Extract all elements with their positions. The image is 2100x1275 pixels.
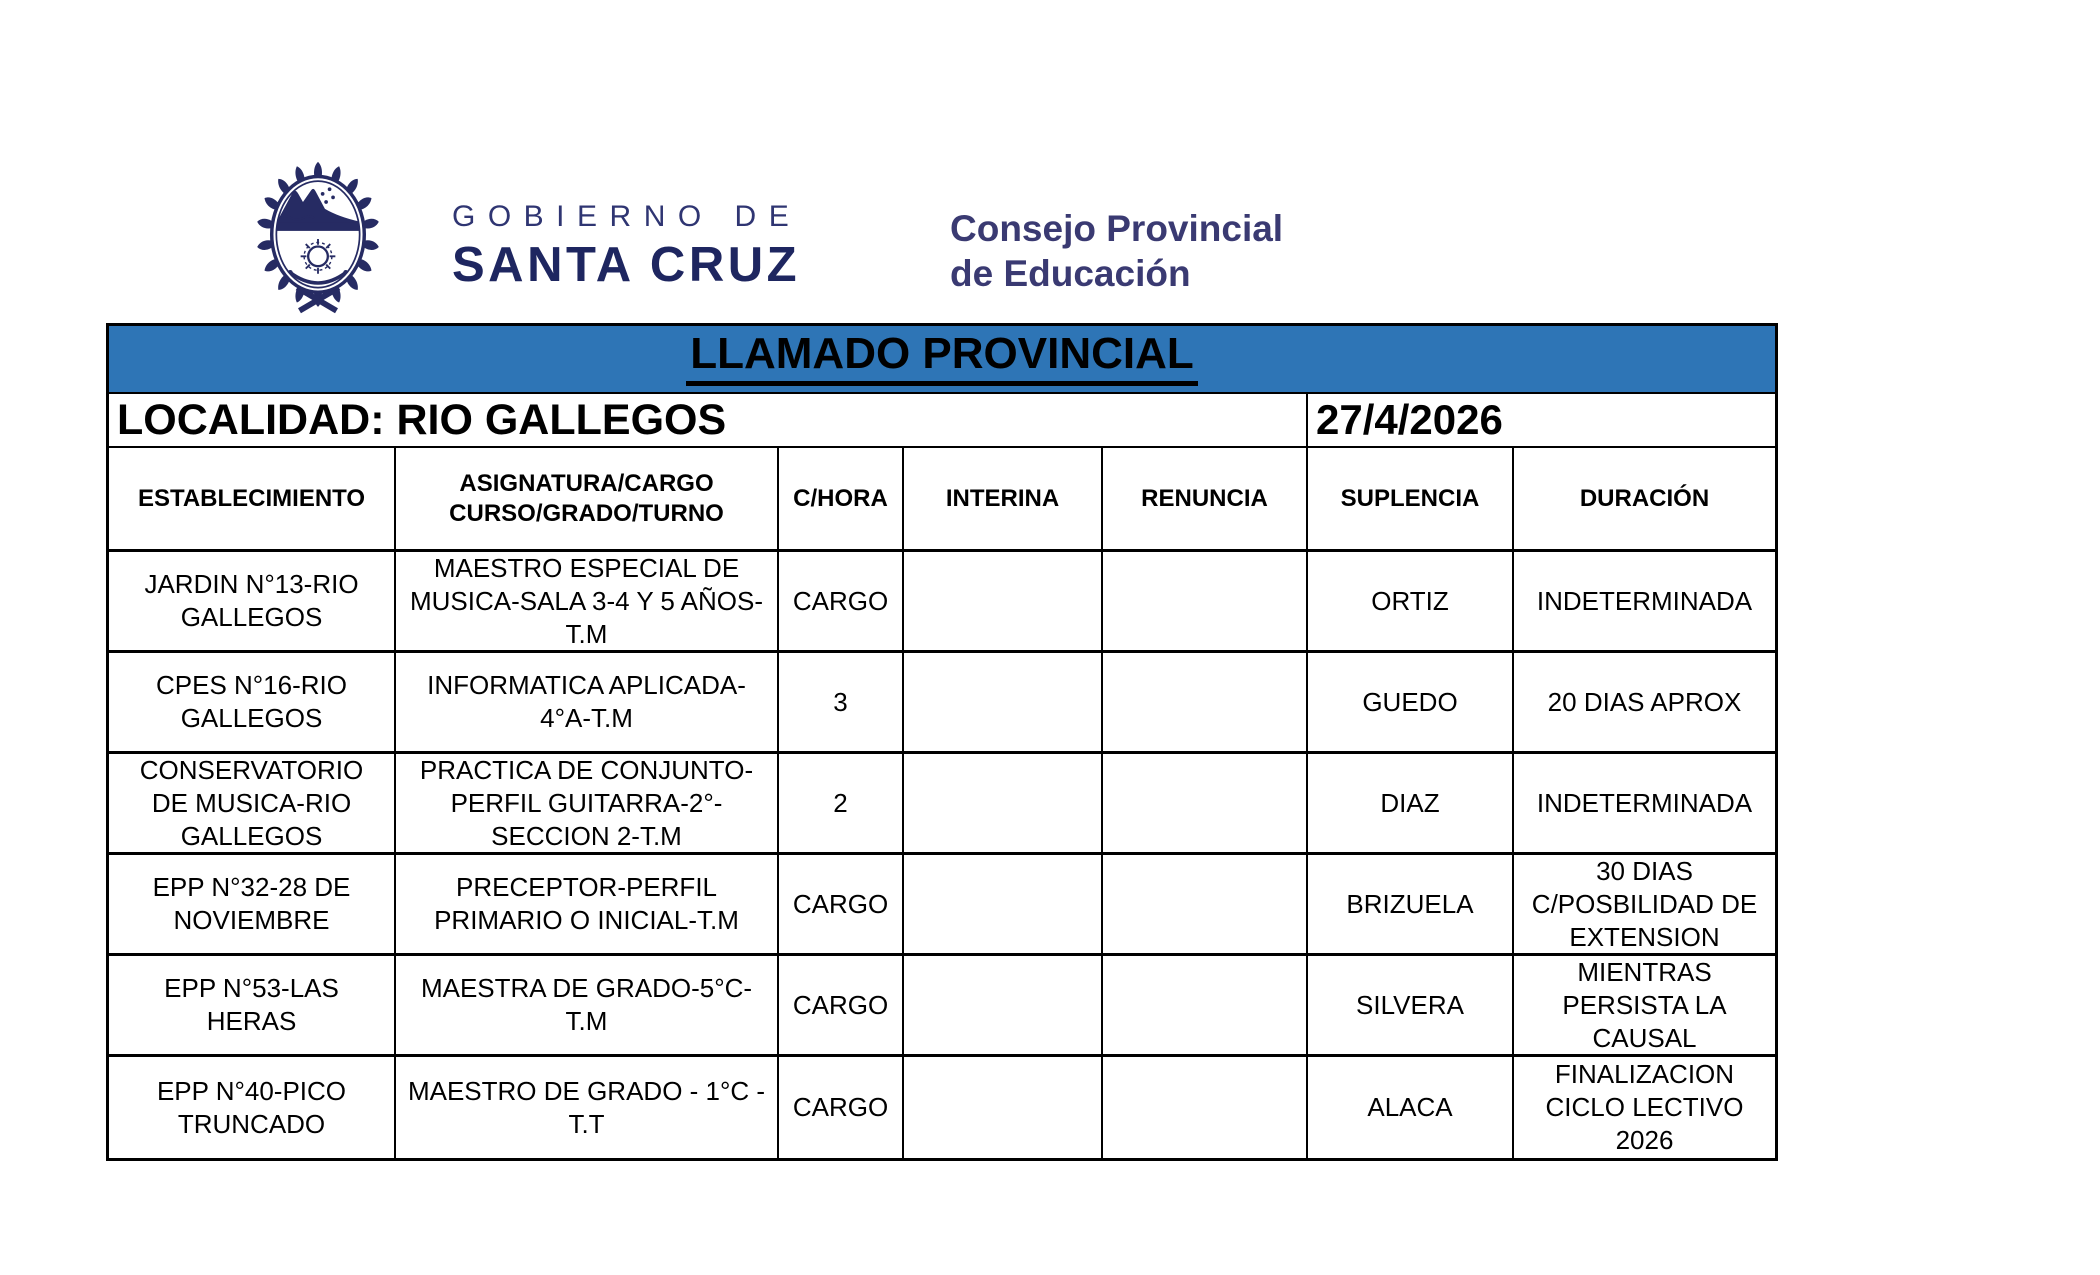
- table-cell: 20 DIAS APROX: [1514, 653, 1775, 754]
- table-cell: 2: [779, 754, 904, 855]
- table-cell: INDETERMINADA: [1514, 754, 1775, 855]
- table-cell: [1103, 1057, 1308, 1158]
- date-value: 27/4/2026: [1316, 396, 1503, 443]
- table-cell: DIAZ: [1308, 754, 1514, 855]
- table-cell: SILVERA: [1308, 956, 1514, 1057]
- table-cell: [1103, 552, 1308, 653]
- consejo-provincial-wordmark: [950, 206, 1283, 296]
- consejo-line1: Consejo Provincial: [950, 208, 1284, 249]
- table-cell: 30 DIAS C/⁠POSBILIDAD DE EXTENSION: [1514, 855, 1775, 956]
- llamado-table: [106, 323, 1778, 1161]
- table-cell: PRACTICA DE CONJUNTO-PERFIL GUITARRA-2°-SECCION 2-T.M: [396, 754, 779, 855]
- table-cell: [904, 552, 1103, 653]
- gobierno-wordmark: [452, 200, 801, 293]
- table-cell: CPES N°16-RIO GALLEGOS: [109, 653, 396, 754]
- table-cell: [904, 653, 1103, 754]
- table-cell: MAESTRA DE GRADO-5°C-T.M: [396, 956, 779, 1057]
- banner-bar: [109, 326, 1775, 394]
- header-cell-establecimiento: ESTABLECIMIENTO: [109, 448, 396, 552]
- table-cell: MIENTRAS PERSISTA LA CAUSAL: [1514, 956, 1775, 1057]
- table-cell: [1103, 754, 1308, 855]
- table-cell: FINALIZACION CICLO LECTIVO 2026: [1545, 1059, 1744, 1155]
- table-cell: ALACA: [1308, 1057, 1514, 1158]
- header-cell-renuncia: RENUNCIA: [1103, 448, 1308, 552]
- table-cell: CARGO: [779, 855, 904, 956]
- table-cell: [904, 956, 1103, 1057]
- table-cell: [904, 1057, 1103, 1158]
- table-cell: EPP N°32-28 DE NOVIEMBRE: [109, 855, 396, 956]
- table-cell: CARGO: [779, 956, 904, 1057]
- table-cell: PRECEPTOR-PERFIL PRIMARIO O INICIAL-T.M: [396, 855, 779, 956]
- header-cell-interina: INTERINA: [904, 448, 1103, 552]
- localidad-label: LOCALIDAD: RIO GALLEGOS: [109, 394, 1308, 446]
- santa-cruz-coat-of-arms-icon: [242, 158, 394, 320]
- table-cell: EPP N°40-PICO TRUNCADO: [109, 1057, 396, 1158]
- table-cell: INDETERMINADA: [1514, 552, 1775, 653]
- table-cell: [1103, 855, 1308, 956]
- table-cell: MAESTRO DE GRADO - 1°C - T.T: [396, 1057, 779, 1158]
- table-cell: INFORMATICA APLICADA-4°A-T.M: [396, 653, 779, 754]
- header-cell-chora: C/HORA: [779, 448, 904, 552]
- table-cell: MAESTRO ESPECIAL DE MUSICA-SALA 3-4 Y 5 AÑOS-T.M: [396, 552, 779, 653]
- table-cell: [1103, 956, 1308, 1057]
- localidad-row: [109, 394, 1775, 448]
- table-cell: [904, 855, 1103, 956]
- table-cell: [1103, 653, 1308, 754]
- consejo-line2: de Educación: [950, 253, 1191, 294]
- header-cell-duracion: DURACIÓN: [1514, 448, 1775, 552]
- table-cell: GUEDO: [1308, 653, 1514, 754]
- santa-cruz-text: SANTA CRUZ: [452, 238, 801, 292]
- table-cell: 3: [779, 653, 904, 754]
- table-cell: BRIZUELA: [1308, 855, 1514, 956]
- positions-grid: [109, 448, 1775, 1158]
- table-cell: CARGO: [779, 1057, 904, 1158]
- table-cell: [904, 754, 1103, 855]
- table-cell: EPP N°53-LAS HERAS: [109, 956, 396, 1057]
- table-cell: CONSERVATORIO DE MUSICA-RIO GALLEGOS: [109, 754, 396, 855]
- header-cell-asignatura: ASIGNATURA/CARGO CURSO/GRADO/TURNO: [396, 448, 779, 552]
- header-cell-suplencia: SUPLENCIA: [1308, 448, 1514, 552]
- table-cell: JARDIN N°13-RIO GALLEGOS: [109, 552, 396, 653]
- banner-title: LLAMADO PROVINCIAL: [686, 332, 1198, 386]
- table-cell: CARGO: [779, 552, 904, 653]
- table-cell: ORTIZ: [1308, 552, 1514, 653]
- gobierno-de-text: GOBIERNO DE: [452, 200, 802, 233]
